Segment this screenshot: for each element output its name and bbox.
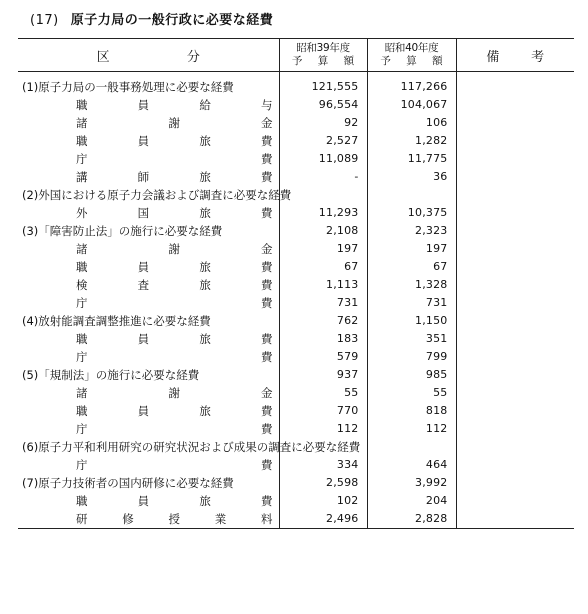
table-row <box>18 312 574 330</box>
item-label <box>18 168 279 186</box>
biko-cell <box>456 474 574 492</box>
item-label-char: 庁 <box>76 296 88 310</box>
header-kubun-char: 分 <box>186 49 200 65</box>
category-label <box>18 366 279 384</box>
biko-cell <box>456 204 574 222</box>
table-row <box>18 186 574 204</box>
amount-fy39: 770 <box>279 402 367 420</box>
item-label-char: 研 <box>76 512 88 526</box>
category-text: (2)外国における原子力会議および調査に必要な経費 <box>22 188 292 202</box>
biko-cell <box>456 150 574 168</box>
header-biko-char: 考 <box>531 49 545 65</box>
category-label <box>18 474 279 492</box>
amount-fy39: 731 <box>279 294 367 312</box>
biko-cell <box>456 384 574 402</box>
table-row <box>18 384 574 402</box>
item-label <box>18 96 279 114</box>
item-label <box>18 204 279 222</box>
item-label-char: 謝 <box>168 116 180 130</box>
amount-fy39 <box>279 186 367 204</box>
biko-cell <box>456 72 574 97</box>
biko-cell <box>456 402 574 420</box>
table-row <box>18 132 574 150</box>
category-label <box>18 186 292 204</box>
biko-cell <box>456 294 574 312</box>
biko-cell <box>456 420 574 438</box>
table-row <box>18 204 574 222</box>
amount-fy39: 102 <box>279 492 367 510</box>
amount-fy39: 579 <box>279 348 367 366</box>
biko-cell <box>456 114 574 132</box>
item-label-char: 員 <box>137 134 150 148</box>
item-label-char: 査 <box>137 278 150 292</box>
table-row <box>18 330 574 348</box>
table-row <box>18 402 574 420</box>
item-label-char: 員 <box>137 98 150 112</box>
amount-fy39: 183 <box>279 330 367 348</box>
amount-fy39: 2,108 <box>279 222 367 240</box>
item-label-char: 庁 <box>76 152 88 166</box>
biko-cell <box>456 258 574 276</box>
item-label-char: 講 <box>76 170 88 184</box>
item-label <box>18 510 279 529</box>
amount-fy39: 67 <box>279 258 367 276</box>
item-label-char: 旅 <box>199 206 211 220</box>
header-fy40-year: 昭和40年度 <box>384 42 439 54</box>
table-row <box>18 150 574 168</box>
table-row <box>18 456 574 474</box>
category-text: (1)原子力局の一般事務処理に必要な経費 <box>22 80 234 94</box>
item-label-char: 旅 <box>199 494 211 508</box>
amount-fy40: 197 <box>367 240 456 258</box>
amount-fy39: 762 <box>279 312 367 330</box>
biko-cell <box>456 366 574 384</box>
item-label-char: 職 <box>76 332 88 346</box>
biko-cell <box>456 96 574 114</box>
item-label-char: 庁 <box>76 350 88 364</box>
amount-fy40: 2,323 <box>367 222 456 240</box>
amount-fy39: 334 <box>279 456 367 474</box>
item-label <box>18 420 279 438</box>
category-text: (3)「障害防止法」の施行に必要な経費 <box>22 224 223 238</box>
amount-fy39: 1,113 <box>279 276 367 294</box>
item-label-char: 庁 <box>76 458 88 472</box>
item-label-char: 庁 <box>76 422 88 436</box>
header-kubun <box>18 39 279 72</box>
category-text: (6)原子力平和利用研究の研究状況および成果の調査に必要な経費 <box>22 440 361 454</box>
amount-fy40: 104,067 <box>367 96 456 114</box>
category-text: (5)「規制法」の施行に必要な経費 <box>22 368 200 382</box>
amount-fy40: 3,992 <box>367 474 456 492</box>
item-label-char: 費 <box>260 278 273 292</box>
item-label-char: 諸 <box>76 242 88 256</box>
header-fy40-label: 予 算 額 <box>380 55 449 67</box>
title-text: 原子力局の一般行政に必要な経費 <box>70 13 274 28</box>
item-label <box>18 114 279 132</box>
item-label-char: 諸 <box>76 386 88 400</box>
amount-fy40: 1,282 <box>367 132 456 150</box>
item-label-char: 給 <box>199 98 211 112</box>
item-label-char: 旅 <box>199 404 211 418</box>
item-label-char: 職 <box>76 404 88 418</box>
biko-cell <box>456 330 574 348</box>
biko-cell <box>456 240 574 258</box>
item-label-char: 諸 <box>76 116 88 130</box>
amount-fy40: 731 <box>367 294 456 312</box>
item-label <box>18 150 279 168</box>
amount-fy40: 55 <box>367 384 456 402</box>
item-label-char: 旅 <box>199 260 211 274</box>
item-label-char: 員 <box>137 404 150 418</box>
item-label-char: 員 <box>137 332 150 346</box>
biko-cell <box>456 276 574 294</box>
budget-table <box>18 38 574 529</box>
item-label-char: 検 <box>76 278 88 292</box>
table-row <box>18 72 574 97</box>
amount-fy40: 985 <box>367 366 456 384</box>
amount-fy39: 937 <box>279 366 367 384</box>
header-kubun-char: 区 <box>96 49 110 65</box>
amount-fy40: 36 <box>367 168 456 186</box>
biko-cell <box>456 312 574 330</box>
amount-fy39: 2,496 <box>279 510 367 529</box>
item-label-char: 費 <box>260 404 273 418</box>
amount-fy39: 121,555 <box>279 72 367 97</box>
amount-fy39: 11,293 <box>279 204 367 222</box>
item-label-char: 旅 <box>199 134 211 148</box>
item-label-char: 金 <box>261 116 273 130</box>
page-title <box>30 9 273 28</box>
amount-fy39: 197 <box>279 240 367 258</box>
item-label-char: 与 <box>260 98 273 112</box>
item-label <box>18 258 279 276</box>
item-label-char: 員 <box>137 494 150 508</box>
amount-fy40: 2,828 <box>367 510 456 529</box>
item-label-char: 国 <box>137 206 150 220</box>
item-label-char: 業 <box>214 512 227 526</box>
item-label <box>18 132 279 150</box>
item-label-char: 職 <box>76 134 88 148</box>
amount-fy39: 11,089 <box>279 150 367 168</box>
biko-cell <box>456 168 574 186</box>
amount-fy40: 67 <box>367 258 456 276</box>
table-row <box>18 96 574 114</box>
table-header-row <box>18 39 574 72</box>
item-label-char: 料 <box>261 512 273 526</box>
header-fy39-year: 昭和39年度 <box>296 42 350 54</box>
biko-cell <box>456 132 574 150</box>
item-label <box>18 456 279 474</box>
category-label <box>18 72 279 97</box>
amount-fy39: 55 <box>279 384 367 402</box>
amount-fy39: 2,527 <box>279 132 367 150</box>
item-label-char: 費 <box>261 422 273 436</box>
item-label-char: 費 <box>260 134 273 148</box>
header-fy39 <box>279 39 367 72</box>
amount-fy39: 2,598 <box>279 474 367 492</box>
table-row <box>18 348 574 366</box>
amount-fy40: 10,375 <box>367 204 456 222</box>
biko-cell <box>456 438 574 456</box>
table-row <box>18 474 574 492</box>
table-row <box>18 294 574 312</box>
table-body <box>18 72 574 529</box>
item-label <box>18 492 279 510</box>
item-label-char: 費 <box>261 296 273 310</box>
amount-fy40: 1,328 <box>367 276 456 294</box>
item-label-char: 費 <box>260 494 273 508</box>
amount-fy40 <box>367 186 456 204</box>
item-label-char: 職 <box>76 494 88 508</box>
amount-fy40: 117,266 <box>367 72 456 97</box>
item-label-char: 費 <box>260 206 273 220</box>
amount-fy40: 351 <box>367 330 456 348</box>
item-label-char: 費 <box>261 350 273 364</box>
amount-fy40: 818 <box>367 402 456 420</box>
amount-fy40: 204 <box>367 492 456 510</box>
table-row <box>18 258 574 276</box>
item-label <box>18 330 279 348</box>
item-label <box>18 276 279 294</box>
item-label-char: 費 <box>261 152 273 166</box>
item-label-char: 旅 <box>199 278 211 292</box>
table-row <box>18 510 574 529</box>
amount-fy39: 112 <box>279 420 367 438</box>
item-label-char: 授 <box>168 512 180 526</box>
category-label <box>18 222 279 240</box>
item-label <box>18 348 279 366</box>
biko-cell <box>456 492 574 510</box>
amount-fy40: 106 <box>367 114 456 132</box>
item-label-char: 修 <box>122 512 134 526</box>
header-biko-char: 備 <box>486 49 500 65</box>
item-label-char: 費 <box>260 332 273 346</box>
biko-cell <box>456 186 574 204</box>
item-label-char: 費 <box>261 458 273 472</box>
biko-cell <box>456 456 574 474</box>
item-label <box>18 384 279 402</box>
table-row <box>18 420 574 438</box>
biko-cell <box>456 348 574 366</box>
amount-fy40: 112 <box>367 420 456 438</box>
biko-cell <box>456 510 574 529</box>
table-row <box>18 240 574 258</box>
item-label-char: 師 <box>137 170 150 184</box>
item-label-char: 費 <box>260 170 273 184</box>
item-label-char: 費 <box>260 260 273 274</box>
header-fy39-label: 予 算 額 <box>291 55 361 67</box>
header-fy40 <box>367 39 456 72</box>
table-row <box>18 168 574 186</box>
amount-fy39: - <box>279 168 367 186</box>
item-label <box>18 402 279 420</box>
table-row <box>18 438 574 456</box>
amount-fy40: 799 <box>367 348 456 366</box>
category-text: (4)放射能調査調整推進に必要な経費 <box>22 314 211 328</box>
item-label-char: 職 <box>76 98 88 112</box>
item-label-char: 金 <box>261 242 273 256</box>
item-label-char: 旅 <box>199 332 211 346</box>
item-label-char: 職 <box>76 260 88 274</box>
amount-fy40: 11,775 <box>367 150 456 168</box>
table-row <box>18 114 574 132</box>
amount-fy39: 96,554 <box>279 96 367 114</box>
amount-fy40 <box>367 438 456 456</box>
item-label <box>18 240 279 258</box>
table-row <box>18 366 574 384</box>
item-label-char: 外 <box>76 206 88 220</box>
item-label <box>18 294 279 312</box>
header-biko <box>456 39 574 72</box>
title-number: (17) <box>30 13 59 28</box>
item-label-char: 旅 <box>199 170 211 184</box>
item-label-char: 金 <box>261 386 273 400</box>
item-label-char: 員 <box>137 260 150 274</box>
table-row <box>18 492 574 510</box>
item-label-char: 謝 <box>168 386 180 400</box>
amount-fy40: 464 <box>367 456 456 474</box>
table-row <box>18 222 574 240</box>
category-label <box>18 438 361 456</box>
amount-fy40: 1,150 <box>367 312 456 330</box>
biko-cell <box>456 222 574 240</box>
category-label <box>18 312 279 330</box>
amount-fy39: 92 <box>279 114 367 132</box>
table-row <box>18 276 574 294</box>
item-label-char: 謝 <box>168 242 180 256</box>
category-text: (7)原子力技術者の国内研修に必要な経費 <box>22 476 234 490</box>
